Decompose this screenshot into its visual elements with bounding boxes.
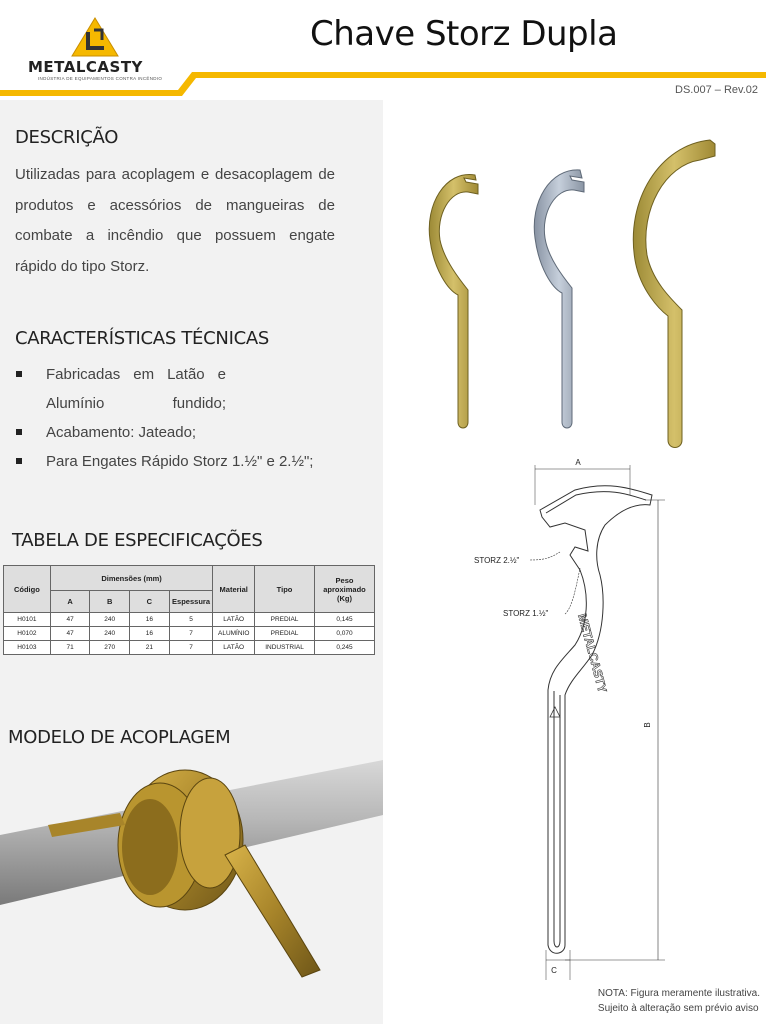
cell-c: 21 bbox=[130, 641, 170, 655]
bullet-icon bbox=[16, 371, 22, 377]
table-row bbox=[4, 641, 375, 655]
bullet-icon bbox=[16, 429, 22, 435]
wrench-brass-small bbox=[429, 175, 478, 428]
cell-peso: 0,145 bbox=[315, 613, 375, 627]
storz-2-5-label: STORZ 2.½" bbox=[474, 556, 520, 565]
wrench-brass-industrial bbox=[633, 140, 715, 448]
cell-b: 270 bbox=[90, 641, 130, 655]
table-row bbox=[4, 613, 375, 627]
dimension-c-label: C bbox=[551, 966, 557, 975]
features-list bbox=[15, 360, 335, 476]
cell-codigo: H0102 bbox=[4, 627, 51, 641]
feature-item bbox=[15, 418, 335, 447]
cell-espessura: 7 bbox=[169, 641, 213, 655]
header-tipo: Tipo bbox=[255, 566, 315, 613]
cell-codigo: H0103 bbox=[4, 641, 51, 655]
cell-espessura: 5 bbox=[169, 613, 213, 627]
footnote bbox=[598, 986, 760, 1016]
section-heading-modelo: MODELO DE ACOPLAGEM bbox=[8, 727, 231, 748]
cell-material: LATÃO bbox=[213, 613, 255, 627]
cell-tipo: PREDIAL bbox=[255, 613, 315, 627]
section-heading-descricao: DESCRIÇÃO bbox=[15, 127, 119, 148]
cell-tipo: PREDIAL bbox=[255, 627, 315, 641]
storz-coupling bbox=[118, 770, 243, 910]
cell-material: LATÃO bbox=[213, 641, 255, 655]
header-dimensoes: Dimensões (mm) bbox=[50, 566, 213, 591]
cell-c: 16 bbox=[130, 627, 170, 641]
document-revision: DS.007 – Rev.02 bbox=[675, 84, 758, 96]
header-codigo: Código bbox=[4, 566, 51, 613]
header-b: B bbox=[90, 591, 130, 613]
footnote-line-1: NOTA: Figura meramente ilustrativa. bbox=[597, 988, 760, 999]
wrench-handle bbox=[225, 845, 320, 977]
cell-tipo: INDUSTRIAL bbox=[255, 641, 315, 655]
cell-b: 240 bbox=[90, 627, 130, 641]
section-heading-tabela: TABELA DE ESPECIFICAÇÕES bbox=[12, 530, 263, 551]
cell-codigo: H0101 bbox=[4, 613, 51, 627]
page-title: Chave Storz Dupla bbox=[310, 14, 618, 54]
header-a: A bbox=[50, 591, 90, 613]
header-c: C bbox=[130, 591, 170, 613]
cell-a: 71 bbox=[50, 641, 90, 655]
cell-espessura: 7 bbox=[169, 627, 213, 641]
header-material: Material bbox=[213, 566, 255, 613]
coupling-illustration bbox=[0, 755, 383, 980]
dimension-b-label: B bbox=[643, 722, 652, 728]
header-peso: Peso aproximado (Kg) bbox=[315, 566, 375, 613]
header-espessura: Espessura bbox=[169, 591, 213, 613]
header bbox=[0, 0, 766, 100]
feature-text: Para Engates Rápido Storz 1.½" e 2.½"; bbox=[46, 453, 314, 470]
cell-peso: 0,245 bbox=[315, 641, 375, 655]
cell-a: 47 bbox=[50, 613, 90, 627]
embossed-logo-text: METALCASTY bbox=[575, 612, 610, 695]
footnote-line-2: Sujeito à alteração sem prévio aviso bbox=[597, 1003, 759, 1014]
cell-peso: 0,070 bbox=[315, 627, 375, 641]
dimension-a-label: A bbox=[575, 458, 581, 467]
feature-text: Fabricadas em Latão e Alumínio fundido; bbox=[46, 366, 226, 412]
wrench-aluminum bbox=[534, 170, 584, 428]
product-photos bbox=[400, 130, 740, 460]
feature-item bbox=[15, 360, 335, 418]
technical-drawing bbox=[470, 455, 670, 985]
table-row bbox=[4, 627, 375, 641]
triangle-logo-icon bbox=[550, 707, 560, 717]
feature-item bbox=[15, 447, 335, 476]
cell-c: 16 bbox=[130, 613, 170, 627]
cell-b: 240 bbox=[90, 613, 130, 627]
specifications-table bbox=[3, 565, 375, 655]
cell-material: ALUMÍNIO bbox=[213, 627, 255, 641]
description-text: Utilizadas para acoplagem e desacoplagem de produtos e acessórios de mangueiras de combate a incêndio que possuem engate rápido do tipo Storz. bbox=[15, 166, 335, 275]
cell-a: 47 bbox=[50, 627, 90, 641]
logo-text: METALCASTY bbox=[28, 58, 143, 76]
feature-text: Acabamento: Jateado; bbox=[46, 424, 197, 441]
bullet-icon bbox=[16, 458, 22, 464]
logo-tagline: INDÚSTRIA DE EQUIPAMENTOS CONTRA INCÊNDIO bbox=[38, 76, 163, 81]
storz-leader-lines bbox=[520, 548, 590, 628]
section-heading-caracteristicas: CARACTERÍSTICAS TÉCNICAS bbox=[15, 328, 269, 349]
storz-1-5-label: STORZ 1.½" bbox=[503, 609, 549, 618]
